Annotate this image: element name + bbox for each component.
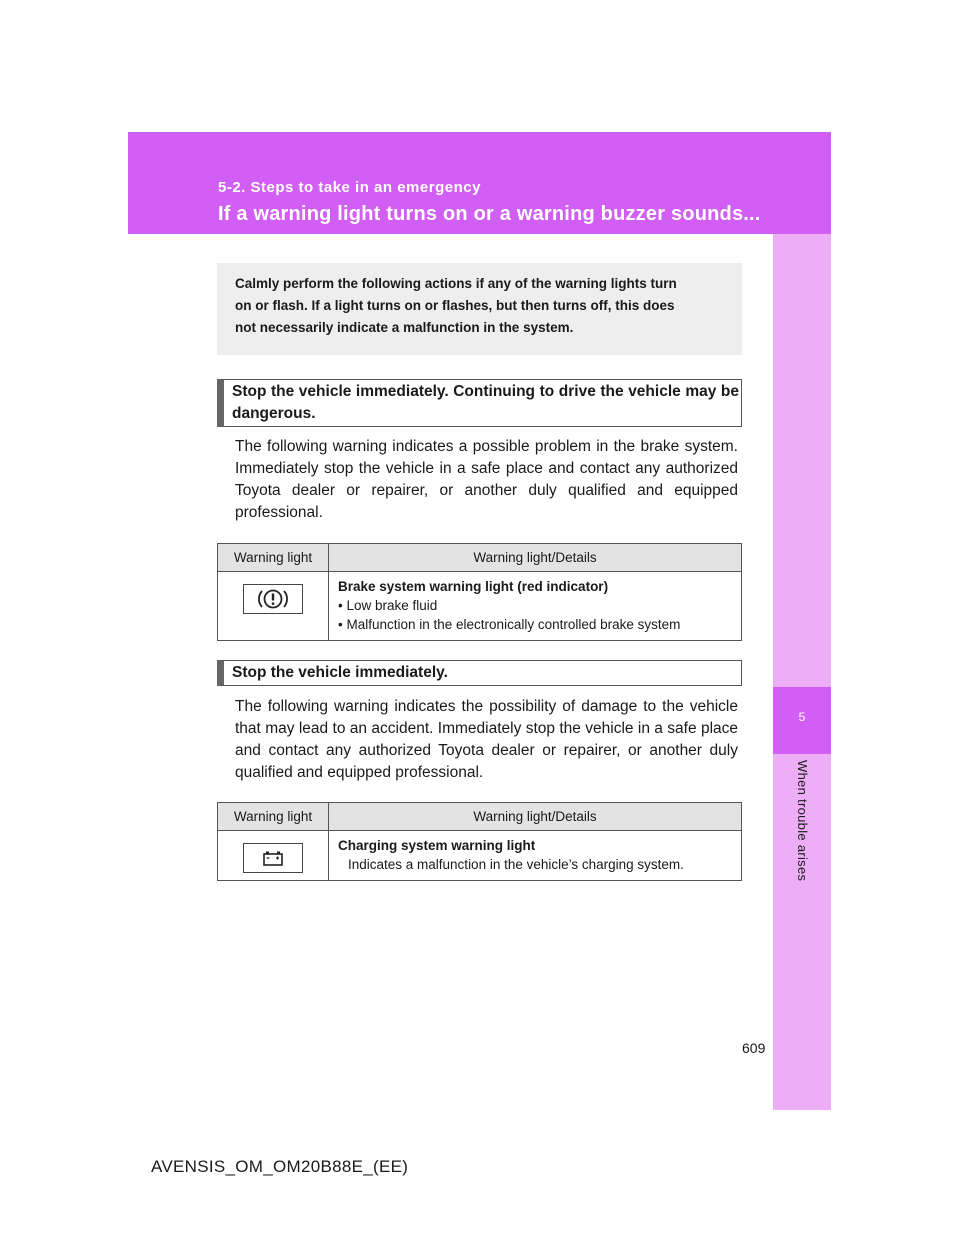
brake-warning-icon — [243, 584, 303, 614]
col-warning-light: Warning light — [218, 544, 329, 572]
page-title: If a warning light turns on or a warning buzzer sounds... — [218, 203, 761, 225]
chapter-title: When trouble arises — [795, 760, 810, 882]
section2-heading: Stop the vehicle immediately. — [217, 660, 742, 686]
intro-line: not necessarily indicate a malfunction in the system. — [235, 320, 574, 335]
page-number: 609 — [742, 1040, 766, 1056]
intro-line: on or flash. If a light turns on or flashes, but then turns off, this does — [235, 298, 675, 313]
table-row — [218, 572, 742, 641]
side-strip — [773, 234, 831, 1110]
section1-body: The following warning indicates a possible problem in the brake system. Immediately stop the vehicle in a safe place and contact any authorized Toyota dealer or repairer, or another duly qualified and equipped professional. — [235, 438, 738, 521]
table-row — [218, 831, 742, 881]
section2-body: The following warning indicates the possibility of damage to the vehicle that may lead to an accident. Immediately stop the vehicle in a safe place and contact any authorized Toyota dealer or repairer, or another duly qualified and equipped professional. — [235, 698, 738, 781]
intro-box — [217, 263, 742, 355]
details-title: Brake system warning light (red indicator) — [338, 579, 609, 594]
col-warning-light: Warning light — [218, 803, 329, 831]
battery-icon — [243, 843, 303, 873]
warning-table-1 — [217, 543, 742, 641]
details-cell — [329, 572, 742, 641]
col-details: Warning light/Details — [329, 803, 742, 831]
details-line: • Malfunction in the electronically controlled brake system — [338, 617, 681, 632]
details-title: Charging system warning light — [338, 838, 536, 853]
col-details: Warning light/Details — [329, 544, 742, 572]
warning-table-2 — [217, 802, 742, 881]
details-line: Indicates a malfunction in the vehicle’s charging system. — [348, 857, 684, 872]
table-header-row — [218, 544, 742, 572]
table-header-row — [218, 803, 742, 831]
section-label: 5-2. Steps to take in an emergency — [218, 179, 481, 196]
chapter-number: 5 — [798, 710, 806, 724]
icon-cell — [218, 831, 329, 881]
manual-code: AVENSIS_OM_OM20B88E_(EE) — [151, 1157, 409, 1176]
icon-cell — [218, 572, 329, 641]
details-line: • Low brake fluid — [338, 598, 438, 613]
details-cell — [329, 831, 742, 881]
section1-heading: Stop the vehicle immediately. Continuing to drive the vehicle may be dangerous. — [217, 379, 742, 427]
intro-line: Calmly perform the following actions if any of the warning lights turn — [235, 276, 677, 291]
